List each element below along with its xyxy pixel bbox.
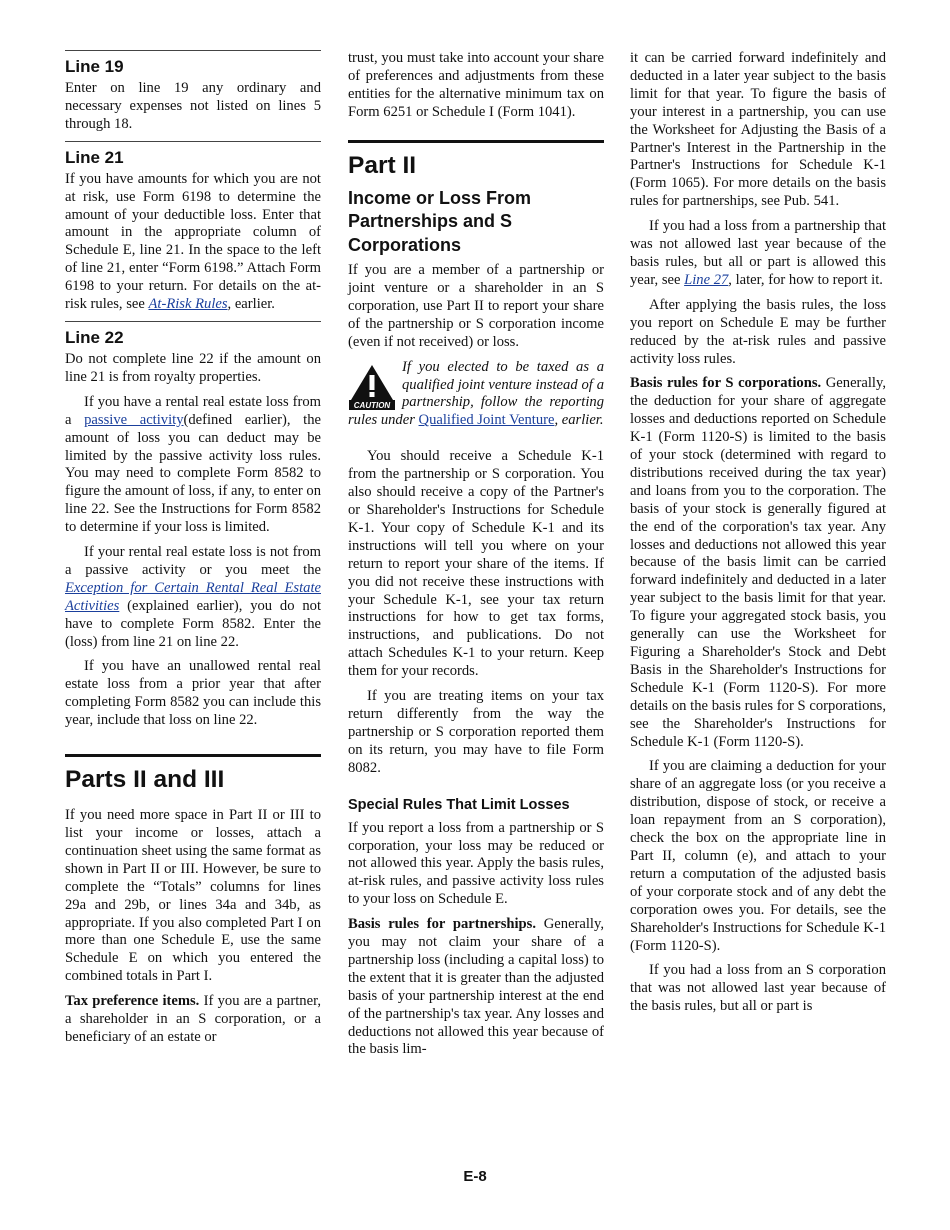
line-22-paragraph-2: [65, 394, 321, 537]
schedule-k1-paragraph: You should receive a Schedule K-1 from the partnership or S corporation. You also should receive a copy of the Partner's or Shareholder's Instructions for Schedule K-1. Your copy of Schedule K-1 and its instructions will tell you where on your return to report your share of the items. If you did not receive these instructions with your Schedule K-1, see your tax return instructions for how to get tax forms, instructions, and publications. Do not attach Schedules K-1 to your return. Keep them for your records.: [348, 448, 604, 680]
text-run: (defined earlier), the amount of loss you can deduct may be limited by the passive activity loss rules. You may need to complete Form 8582 to figure the amount of loss, if any, to enter on line 22. See the Instructions for Form 8582 to determine if your loss is limited.: [65, 411, 321, 536]
page-number: E-8: [463, 1168, 487, 1185]
rental-exception-link[interactable]: Exception for Certain Rental Real Estate Activities: [65, 579, 321, 614]
text-run: Generally, you may not claim your share of a partnership loss (including a capital loss) to the extent that it is greater than the adjusted basis of your partnership interest at the end of the partnership's tax year. Any losses and deductions not allowed this year because of the basis lim-: [348, 916, 604, 1058]
part-ii-paragraph: If you are a member of a partnership or joint venture or a shareholder in an S corporation, use Part II to report your share of the partnership or S corporation income (even if not received) or loss.: [348, 262, 604, 350]
passive-activity-link[interactable]: passive activity: [84, 411, 184, 428]
part-ii-subheading: Income or Loss From Partnerships and S Corporations: [348, 187, 532, 255]
line-21-paragraph: [65, 171, 321, 314]
text-run: If you had a loss from a partnership that was not allowed last year because of the basis rules, but all or part is allowed this year, see: [630, 218, 886, 288]
after-basis-paragraph: After applying the basis rules, the loss you report on Schedule E may be further reduced by the at-risk rules and passive activity loss rules.: [630, 296, 886, 367]
s-corp-basis-label: Basis rules for S corporations.: [630, 375, 822, 392]
line-19-paragraph: Enter on line 19 any ordinary and necessary expenses not listed on lines 5 through 18.: [65, 80, 321, 132]
parts-ii-iii-heading: Parts II and III: [65, 766, 225, 794]
caution-note: [348, 359, 604, 431]
line-19-heading: Line 19: [65, 57, 124, 76]
caution-icon: [348, 362, 396, 410]
aggregate-loss-paragraph: If you are claiming a deduction for your share of an aggregate loss (or you receive a distribution, dispose of stock, or receive a loan repayment from an S corporation), check the box on the appropriate line in Part II, column (e), and attach to your return a computation of the adjusted basis of your corporate stock and of any debt the corporation owes you. For details, see the Shareholder's Instructions for Schedule K-1 (Form 1120-S).: [630, 758, 886, 954]
part-rule: [65, 754, 321, 757]
special-rules-heading: Special Rules That Limit Losses: [348, 796, 570, 813]
text-run: If you are a partner, a shareholder in an S corporation, or a beneficiary of an estate or: [65, 993, 321, 1045]
part-rule: [348, 140, 604, 143]
column-3: [630, 50, 886, 1023]
text-run: , earlier.: [554, 412, 604, 429]
line-22-paragraph-4: If you have an unallowed rental real estate loss from a prior year that after completing Form 8582 you can include this year, include that loss on line 22.: [65, 658, 321, 729]
partnership-basis-paragraph: [348, 916, 604, 1059]
prior-loss-paragraph: [630, 218, 886, 290]
tax-preference-label: Tax preference items.: [65, 993, 200, 1010]
column-1: [65, 50, 321, 1054]
text-run: If you have amounts for which you are not at risk, use Form 6198 to determine the amount of your deductible loss. Enter that amount in the appropriate column of Schedule E, line 21. In the space to the left of line 21, enter “Form 6198.” Attach Form 6198 to your return. For details on the at-risk rules, see: [65, 170, 321, 313]
text-run: If your rental real estate loss is not from a passive activity or you meet the: [65, 544, 321, 578]
text-run: Generally, the deduction for your share of aggregate losses and deductions reported on Schedule K-1 (Form 1120-S) is limited to the basis of your stock (determined with regard to distributions received during the tax year) and loans from you to the corporation. The basis of your stock is generally figured at the end of the corporation's tax year. Any losses and deductions not allowed this year because of the basis limit can be carried forward indefinitely and deducted in a later year subject to the basis limit for that year. To figure your aggregated stock basis, you generally can use the Worksheet for Figuring a Shareholder's Stock and Debt Basis in the Shareholder's Instructions for Schedule K-1 (Form 1120-S). For more details on the basis rules for S corporations, see the Shareholder's Instructions for Schedule K-1 (Form 1120-S).: [630, 375, 886, 750]
s-corp-prior-loss-paragraph: If you had a loss from an S corporation that was not allowed last year because of the basis rules, but all or part is: [630, 962, 886, 1015]
column-2: [348, 50, 604, 1066]
caution-label: CAUTION: [353, 400, 391, 410]
tax-preference-paragraph: [65, 993, 321, 1047]
part-ii-heading: Part II: [348, 151, 417, 179]
text-run: If you have a rental real estate loss from a: [65, 393, 321, 428]
text-run: If you elected to be taxed as a qualified joint venture instead of a partnership, follow the reporting rules under: [348, 358, 604, 429]
section-rule: [65, 321, 321, 322]
line-22-paragraph-3: [65, 544, 321, 651]
s-corp-basis-paragraph: [630, 375, 886, 751]
section-rule: [65, 141, 321, 142]
text-run: , later, for how to report it.: [728, 271, 883, 288]
section-rule: [65, 50, 321, 51]
parts-ii-iii-paragraph: If you need more space in Part II or III to list your income or losses, attach a continuation sheet using the same format as shown in Part II or III. However, be sure to complete the “Totals” columns for lines 29a and 29b, or lines 34a and 34b, as appropriate. If you also completed Part I on more than one Schedule E, use the same Schedule E on which you entered the combined totals in Part I.: [65, 807, 321, 985]
special-rules-paragraph: If you report a loss from a partnership or S corporation, your loss may be reduced or not allowed this year. Apply the basis rules, at-risk rules, and passive activity loss rules to your loss on Schedule E.: [348, 819, 604, 908]
text-run: , earlier.: [227, 296, 275, 313]
continued-paragraph: it can be carried forward indefinitely and deducted in a later year subject to the basis limit for that year. To figure the basis of your interest in a partnership, you can use the Worksheet for Adjusting the Basis of a Partner's Interest in the Partnership in the Partner's Instructions for Schedule K-1 (Form 1065). For more details on the basis rules for partnerships, see Pub. 541.: [630, 50, 886, 210]
at-risk-rules-link[interactable]: At-Risk Rules: [148, 296, 228, 313]
text-run: (explained earlier), you do not have to complete Form 8582. Enter the (loss) from line 21 on line 22.: [65, 597, 321, 650]
form-8082-paragraph: If you are treating items on your tax return differently from the way the partnership or S corporation reported them on its return, you may have to file Form 8082.: [348, 688, 604, 776]
line-22-heading: Line 22: [65, 327, 124, 347]
qualified-joint-venture-link[interactable]: Qualified Joint Venture: [418, 412, 555, 429]
partnership-basis-label: Basis rules for partnerships.: [348, 916, 536, 933]
continued-paragraph: trust, you must take into account your share of preferences and adjustments from these entities for the alternative minimum tax on Form 6251 or Schedule I (Form 1041).: [348, 50, 604, 120]
line-27-link[interactable]: Line 27: [684, 271, 729, 288]
line-21-heading: Line 21: [65, 147, 124, 167]
line-22-paragraph-1: Do not complete line 22 if the amount on line 21 is from royalty properties.: [65, 350, 321, 385]
